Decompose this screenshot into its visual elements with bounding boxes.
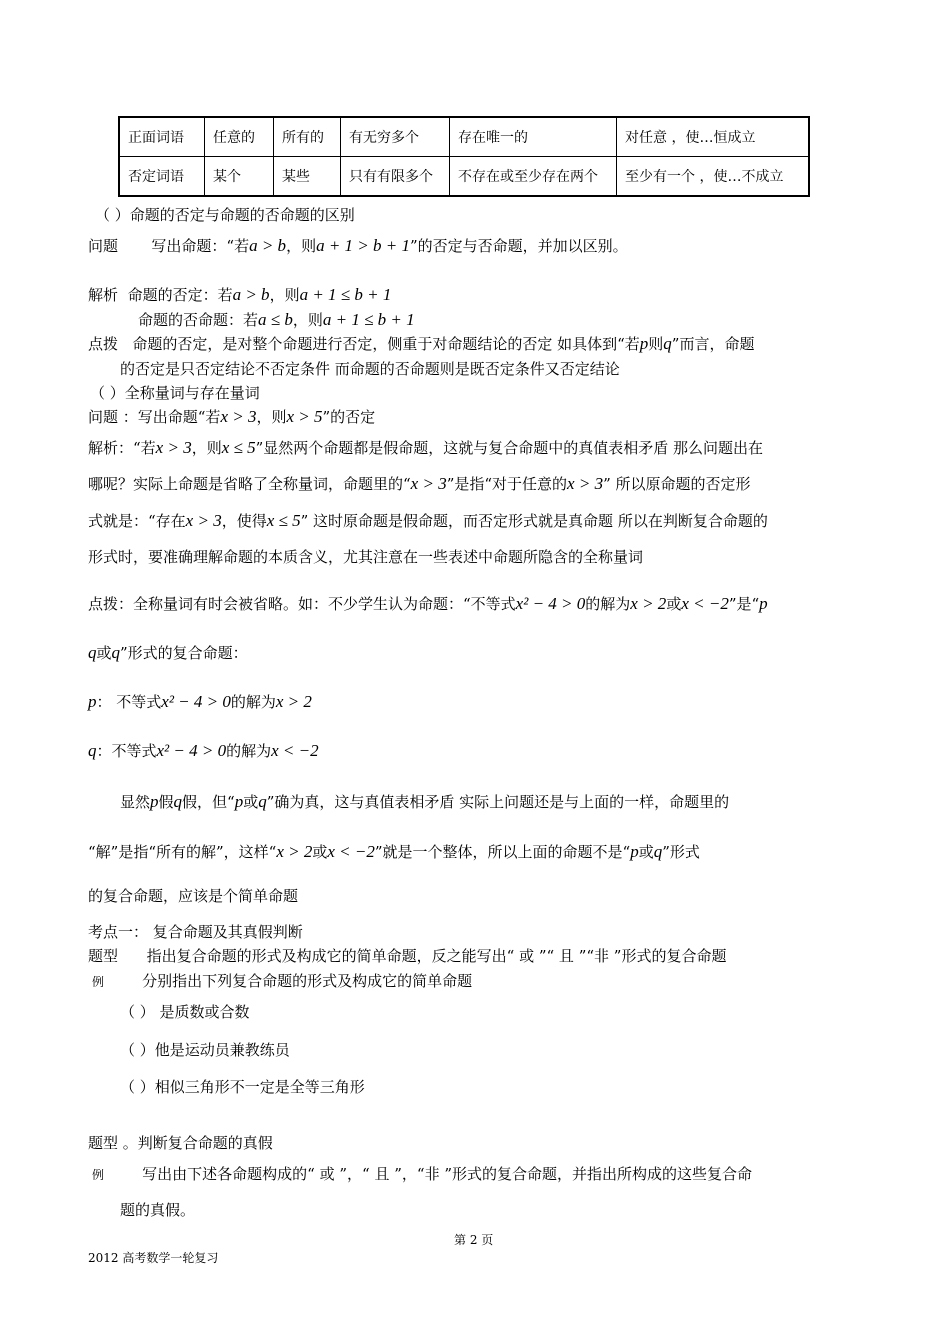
table-cell: 所有的 [274, 117, 341, 157]
table-cell: 对任意 ，使…恒成立 [617, 117, 810, 157]
q-definition: q：不等式x² − 4 > 0的解为x < −2 [88, 741, 319, 760]
question-line: 问题 写出命题：“若a > b，则a + 1 > b + 1”的否定与否命题，并加以区别。 [88, 236, 628, 255]
question-type: 题型 。判断复合命题的真假 [88, 1134, 273, 1152]
table-cell: 否定词语 [119, 157, 205, 197]
label: 问题 [88, 237, 119, 255]
answer-line: 形式时，要准确理解命题的本质含义，尤其注意在一些表述中命题所隐含的全称量词 [88, 548, 644, 566]
list-item: （ ） 是质数或合数 [120, 1003, 250, 1021]
table-row [119, 157, 809, 197]
p-definition: p： 不等式x² − 4 > 0的解为x > 2 [88, 692, 312, 711]
page-number: 第 2 页 [454, 1233, 494, 1247]
kaodian-heading: 考点一： 复合命题及其真假判断 [88, 923, 303, 941]
section-heading: （ ）全称量词与存在量词 [90, 384, 260, 402]
question-type: 题型 指出复合命题的形式及构成它的简单命题，反之能写出“ 或 ”“ 且 ”“非 ”形式的复合命题 [88, 947, 727, 965]
answer-line: 解析 命题的否定：若a > b，则a + 1 ≤ b + 1 [88, 285, 392, 304]
table-cell: 某些 [274, 157, 341, 197]
table-cell: 某个 [205, 157, 274, 197]
example-line: 题的真假。 [120, 1201, 196, 1219]
answer-line: 解析：“若x > 3，则x ≤ 5”显然两个命题都是假命题，这就与复合命题中的真值表相矛盾 那么问题出在 [88, 438, 764, 457]
table-cell: 任意的 [205, 117, 274, 157]
answer-line: 哪呢？实际上命题是省略了全称量词，命题里的“x > 3”是指“对于任意的x > 3” 所以原命题的否定形 [88, 474, 751, 493]
table-row [119, 117, 809, 157]
table-cell: 至少有一个 ，使…不成立 [617, 157, 810, 197]
example-line: 例 分别指出下列复合命题的形式及构成它的简单命题 [92, 972, 473, 990]
tip-line: 点拨：全称量词有时会被省略。如：不少学生认为命题：“不等式x² − 4 > 0的解为x > 2或x < −2”是“p [88, 594, 768, 613]
answer-line: 命题的否命题：若a ≤ b，则a + 1 ≤ b + 1 [138, 310, 415, 329]
tip-line: q或q”形式的复合命题： [88, 643, 248, 662]
question-line: 问题 ：写出命题“若x > 3，则x > 5”的否定 [88, 407, 376, 426]
list-item: （ ）他是运动员兼教练员 [120, 1041, 290, 1059]
section-heading: （ ）命题的否定与命题的否命题的区别 [95, 206, 355, 224]
quantifier-table [118, 116, 810, 197]
tip-line: 的否定是只否定结论不否定条件 而命题的否命题则是既否定条件又否定结论 [120, 360, 620, 378]
table-cell: 正面词语 [119, 117, 205, 157]
list-item: （ ）相似三角形不一定是全等三角形 [120, 1078, 365, 1096]
observation-line: “解”是指“所有的解”，这样“x > 2或x < −2”就是一个整体，所以上面的命题不是“p或q”形式 [88, 842, 700, 861]
observation-line: 的复合命题，应该是个简单命题 [88, 887, 299, 905]
table-cell: 有无穷多个 [341, 117, 450, 157]
example-line: 例 写出由下述各命题构成的“ 或 ”，“ 且 ”，“非 ”形式的复合命题，并指出所构成的这些复合命 [92, 1165, 753, 1183]
observation-line: 显然p假q假，但“p或q”确为真，这与真值表相矛盾 实际上问题还是与上面的一样，命题里的 [120, 792, 730, 811]
answer-line: 式就是：“存在x > 3，使得x ≤ 5” 这时原命题是假命题，而否定形式就是真命题 所以在判断复合命题的 [88, 511, 768, 530]
footer-title: 2012 高考数学一轮复习 [88, 1251, 219, 1265]
table-cell: 不存在或至少存在两个 [450, 157, 617, 197]
tip-line: 点拨 命题的否定，是对整个命题进行否定，侧重于对命题结论的否定 如具体到“若p则q”而言，命题 [88, 334, 755, 353]
table-cell: 只有有限多个 [341, 157, 450, 197]
table-cell: 存在唯一的 [450, 117, 617, 157]
